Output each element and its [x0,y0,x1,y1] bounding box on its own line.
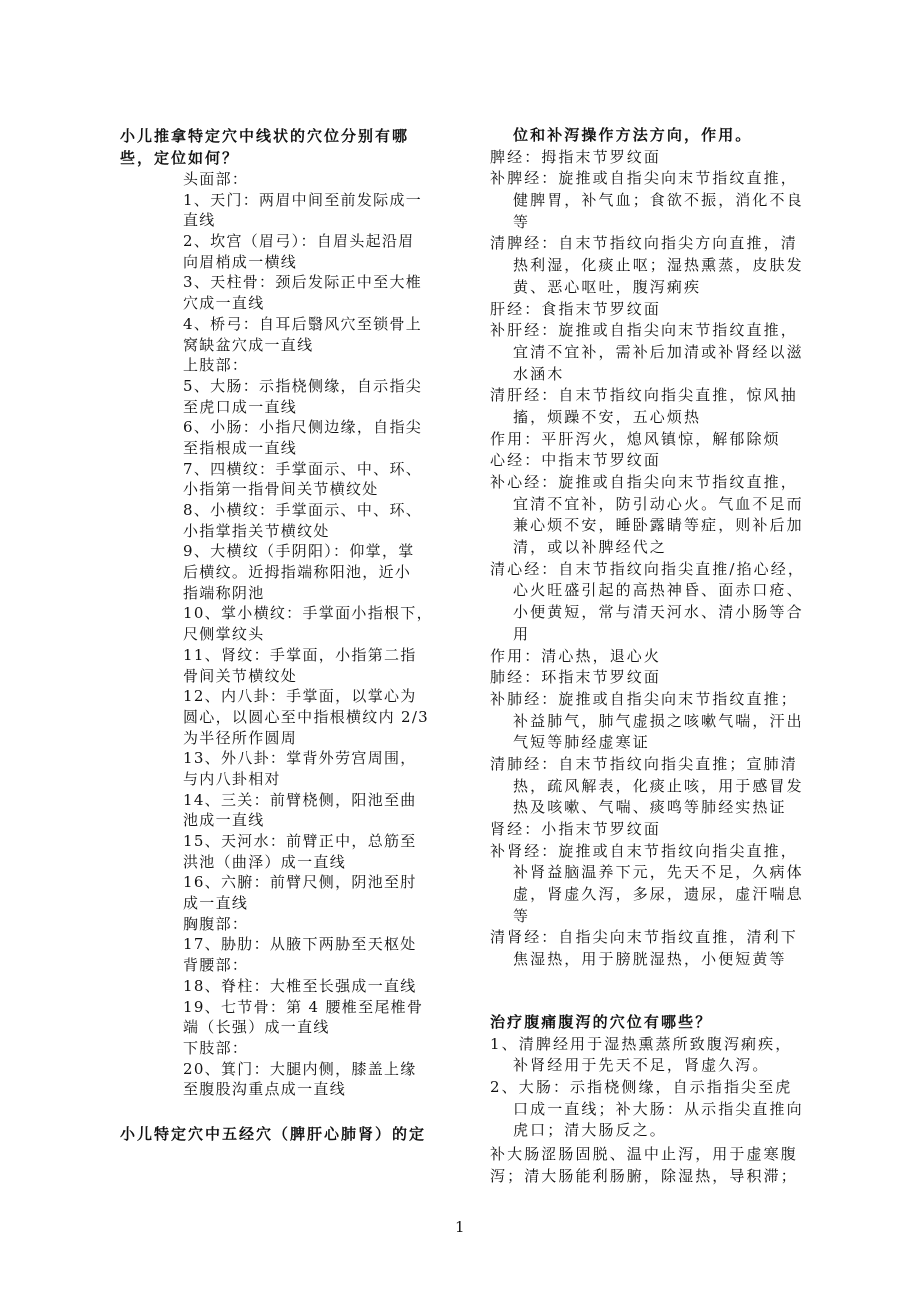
text-line: 搐，烦躁不安，五心烦热 [513,407,702,426]
text-entry [490,385,820,428]
text-line: 热及咳嗽、气喘、痰鸣等肺经实热证 [513,798,787,817]
text-line: 水涵木 [513,364,565,383]
text-line: 补肺经：旋推或自指尖向末节指纹直推； [490,689,798,708]
section-heading [490,125,820,147]
text-line: 小指掌指关节横纹处 [183,521,330,540]
text-line: 宜清不宜补，需补后加清或补肾经以滋 [513,342,804,361]
text-line: 作用：平肝泻火，熄风镇惊，解郁除烦 [490,429,781,448]
text-entry [490,667,820,689]
text-entry [490,450,820,472]
text-line: 至指根成一直线 [183,438,298,457]
text-line: 8、小横纹：手掌面示、中、环、 [183,501,423,519]
text-line: 胸腹部： [183,914,249,933]
text-line: 上肢部： [183,356,249,375]
text-entry [490,320,820,385]
acupoint-list [120,169,440,1100]
text-entry [490,233,820,298]
text-line: 肺经：环指末节罗纹面 [490,668,662,687]
text-line: 黄、恶心呕吐，腹泻痢疾 [513,277,702,296]
text-entry [490,559,820,646]
text-line: 肝经：食指末节罗纹面 [490,299,662,318]
text-line: 头面部： [183,170,249,188]
text-entry [490,754,820,819]
text-entry [490,147,820,169]
right-column [490,125,820,1187]
text-line: 5、大肠：示指桡侧缘，自示指尖 [183,376,423,395]
text-line: 背腰部： [183,956,249,975]
text-line: 为半径所作圆周 [183,728,298,747]
text-line: 端（长强）成一直线 [183,1018,330,1037]
text-line: 4、桥弓：自耳后翳风穴至锁骨上 [183,314,423,333]
text-line: 清肾经：自指尖向末节指纹直推，清利下 [490,928,798,947]
text-line: 补肾经用于先天不足，肾虚久泻。 [513,1056,770,1075]
text-line: 宜清不宜补，防引动心火。气血不足而 [513,494,804,513]
text-line: 骨间关节横纹处 [183,666,298,685]
text-line: 11、肾纹：手掌面，小指第二指 [183,645,417,664]
text-line: 2、大肠：示指桡侧缘，自示指指尖至虎 [490,1077,793,1096]
text-line: 与内八卦相对 [183,769,281,788]
text-entry [490,927,820,970]
text-entry [490,299,820,321]
text-line: 指端称阴池 [183,583,265,602]
text-line: 肾经：小指末节罗纹面 [490,820,662,838]
heading-line: 些，定位如何？ [120,149,240,167]
text-line: 虎口；清大肠反之。 [513,1121,667,1140]
text-line: 1、天门：两眉中间至前发际成一 [183,190,423,209]
text-line: 口成一直线；补大肠：从示指尖直推向 [513,1099,804,1118]
heading-line: 治疗腹痛腹泻的穴位有哪些？ [490,1012,713,1031]
text-line: 20、箕门：大腿内侧，膝盖上缘 [183,1059,417,1078]
text-line: 洪池（曲泽）成一直线 [183,852,347,871]
text-line: 焦湿热，用于膀胱湿热，小便短黄等 [513,950,787,969]
page-number: 1 [455,1218,465,1236]
text-line: 心经：中指末节罗纹面 [490,451,662,470]
text-line: 15、天河水：前臂正中，总筋至 [183,832,417,850]
text-entry [490,429,820,451]
text-line: 补心经：旋推或自指尖向末节指纹直推， [490,473,798,491]
text-line: 成一直线 [183,894,249,913]
text-line: 1、清脾经用于湿热熏蒸所致腹泻痢疾， [490,1034,793,1053]
text-line: 泻；清大肠能利肠腑，除湿热，导积滞； [490,1166,798,1185]
text-line: 12、内八卦：手掌面，以掌心为 [183,687,417,706]
text-line: 补脾经：旋推或自指尖向末节指纹直推， [490,169,798,188]
text-line: 清脾经：自末节指纹向指尖方向直推，清 [490,234,798,253]
text-line: 14、三关：前臂桡侧，阳池至曲 [183,790,417,809]
text-entry [490,819,820,841]
text-line: 虚，肾虚久泻，多尿，遗尿，虚汗喘息 [513,885,804,904]
text-line: 清肺经：自末节指纹向指尖直推；宣肺清 [490,754,798,773]
text-line: 小便黄短，常与清天河水、清小肠等合 [513,603,804,622]
section-heading [490,1012,820,1034]
left-column [120,125,440,1145]
text-line: 下肢部： [183,1038,249,1057]
text-line: 清，或以补脾经代之 [513,538,667,557]
text-line: 7、四横纹：手掌面示、中、环、 [183,459,423,478]
text-line: 清肝经：自末节指纹向指尖直推，惊风抽 [490,386,798,405]
text-entry [490,168,820,233]
text-line: 用 [513,624,531,643]
heading-line: 位和补泻操作方法方向，作用。 [513,126,753,144]
text-entry [490,472,820,559]
text-entry [490,1144,820,1187]
text-line: 16、六腑：前臂尺侧，阴池至肘 [183,873,417,892]
text-line: 直线 [183,211,216,230]
text-line: 圆心，以圆心至中指根横纹内 2/3 [183,707,430,726]
text-line: 2、坎宫（眉弓）：自眉头起沿眉 [183,232,415,251]
text-line: 气短等肺经虚寒证 [513,733,650,752]
text-line: 清心经：自末节指纹向指尖直推/掐心经， [490,559,805,578]
text-line: 18、脊柱：大椎至长强成一直线 [183,976,417,995]
text-line: 热，疏风解表，化痰止咳，用于感冒发 [513,776,804,795]
text-line: 小指第一指骨间关节横纹处 [183,480,379,499]
text-entry [490,646,820,668]
text-line: 窝缺盆穴成一直线 [183,335,314,354]
text-line: 后横纹。近拇指端称阳池，近小 [183,563,412,582]
text-line: 补益肺气，肺气虚损之咳嗽气喘，汗出 [513,711,804,730]
text-line: 补肾益脑温养下元，先天不足，久病体 [513,863,804,882]
text-line: 19、七节骨：第 4 腰椎至尾椎骨 [183,997,424,1016]
text-entry [490,841,820,928]
text-line: 17、胁肋：从腋下两胁至天枢处 [183,935,417,954]
text-line: 至腹股沟重点成一直线 [183,1080,347,1099]
heading-line: 小儿特定穴中五经穴（脾肝心肺肾）的定 [120,1124,427,1143]
text-line: 9、大横纹（手阴阳）：仰掌，掌 [183,542,415,561]
text-line: 补肝经：旋推或自指尖向末节指纹直推， [490,321,798,340]
text-line: 至虎口成一直线 [183,397,298,416]
text-line: 6、小肠：小指尺侧边缘，自指尖 [183,418,423,437]
text-line: 补肾经：旋推或自末节指纹向指尖直推， [490,841,798,860]
text-line: 向眉梢成一横线 [183,252,298,271]
section-heading [120,125,440,169]
text-line: 等 [513,212,531,231]
text-line: 心火旺盛引起的高热神昏、面赤口疮、 [513,581,804,600]
text-line: 3、天柱骨：颈后发际正中至大椎 [183,273,423,292]
text-line: 等 [513,906,531,925]
text-line: 脾经：拇指末节罗纹面 [490,147,662,166]
text-line: 13、外八卦：掌背外劳宫周围， [183,749,417,768]
text-line: 作用：清心热，退心火 [490,646,662,665]
text-entry [490,1034,820,1077]
text-line: 补大肠涩肠固脱、温中止泻，用于虚寒腹 [490,1144,798,1163]
text-line: 池成一直线 [183,811,265,830]
heading-line: 小儿推拿特定穴中线状的穴位分别有哪 [120,127,410,145]
text-line: 10、掌小横纹：手掌面小指根下， [183,604,433,623]
text-line: 兼心烦不安，睡卧露睛等症，则补后加 [513,516,804,535]
text-line: 健脾胃，补气血；食欲不振，消化不良 [513,191,804,210]
text-line: 穴成一直线 [183,294,265,313]
section-heading [120,1123,440,1145]
text-entry [490,689,820,754]
text-line: 热利湿，化痰止呕；湿热熏蒸，皮肤发 [513,256,804,275]
text-line: 尺侧掌纹头 [183,625,265,644]
text-entry [490,1077,820,1142]
